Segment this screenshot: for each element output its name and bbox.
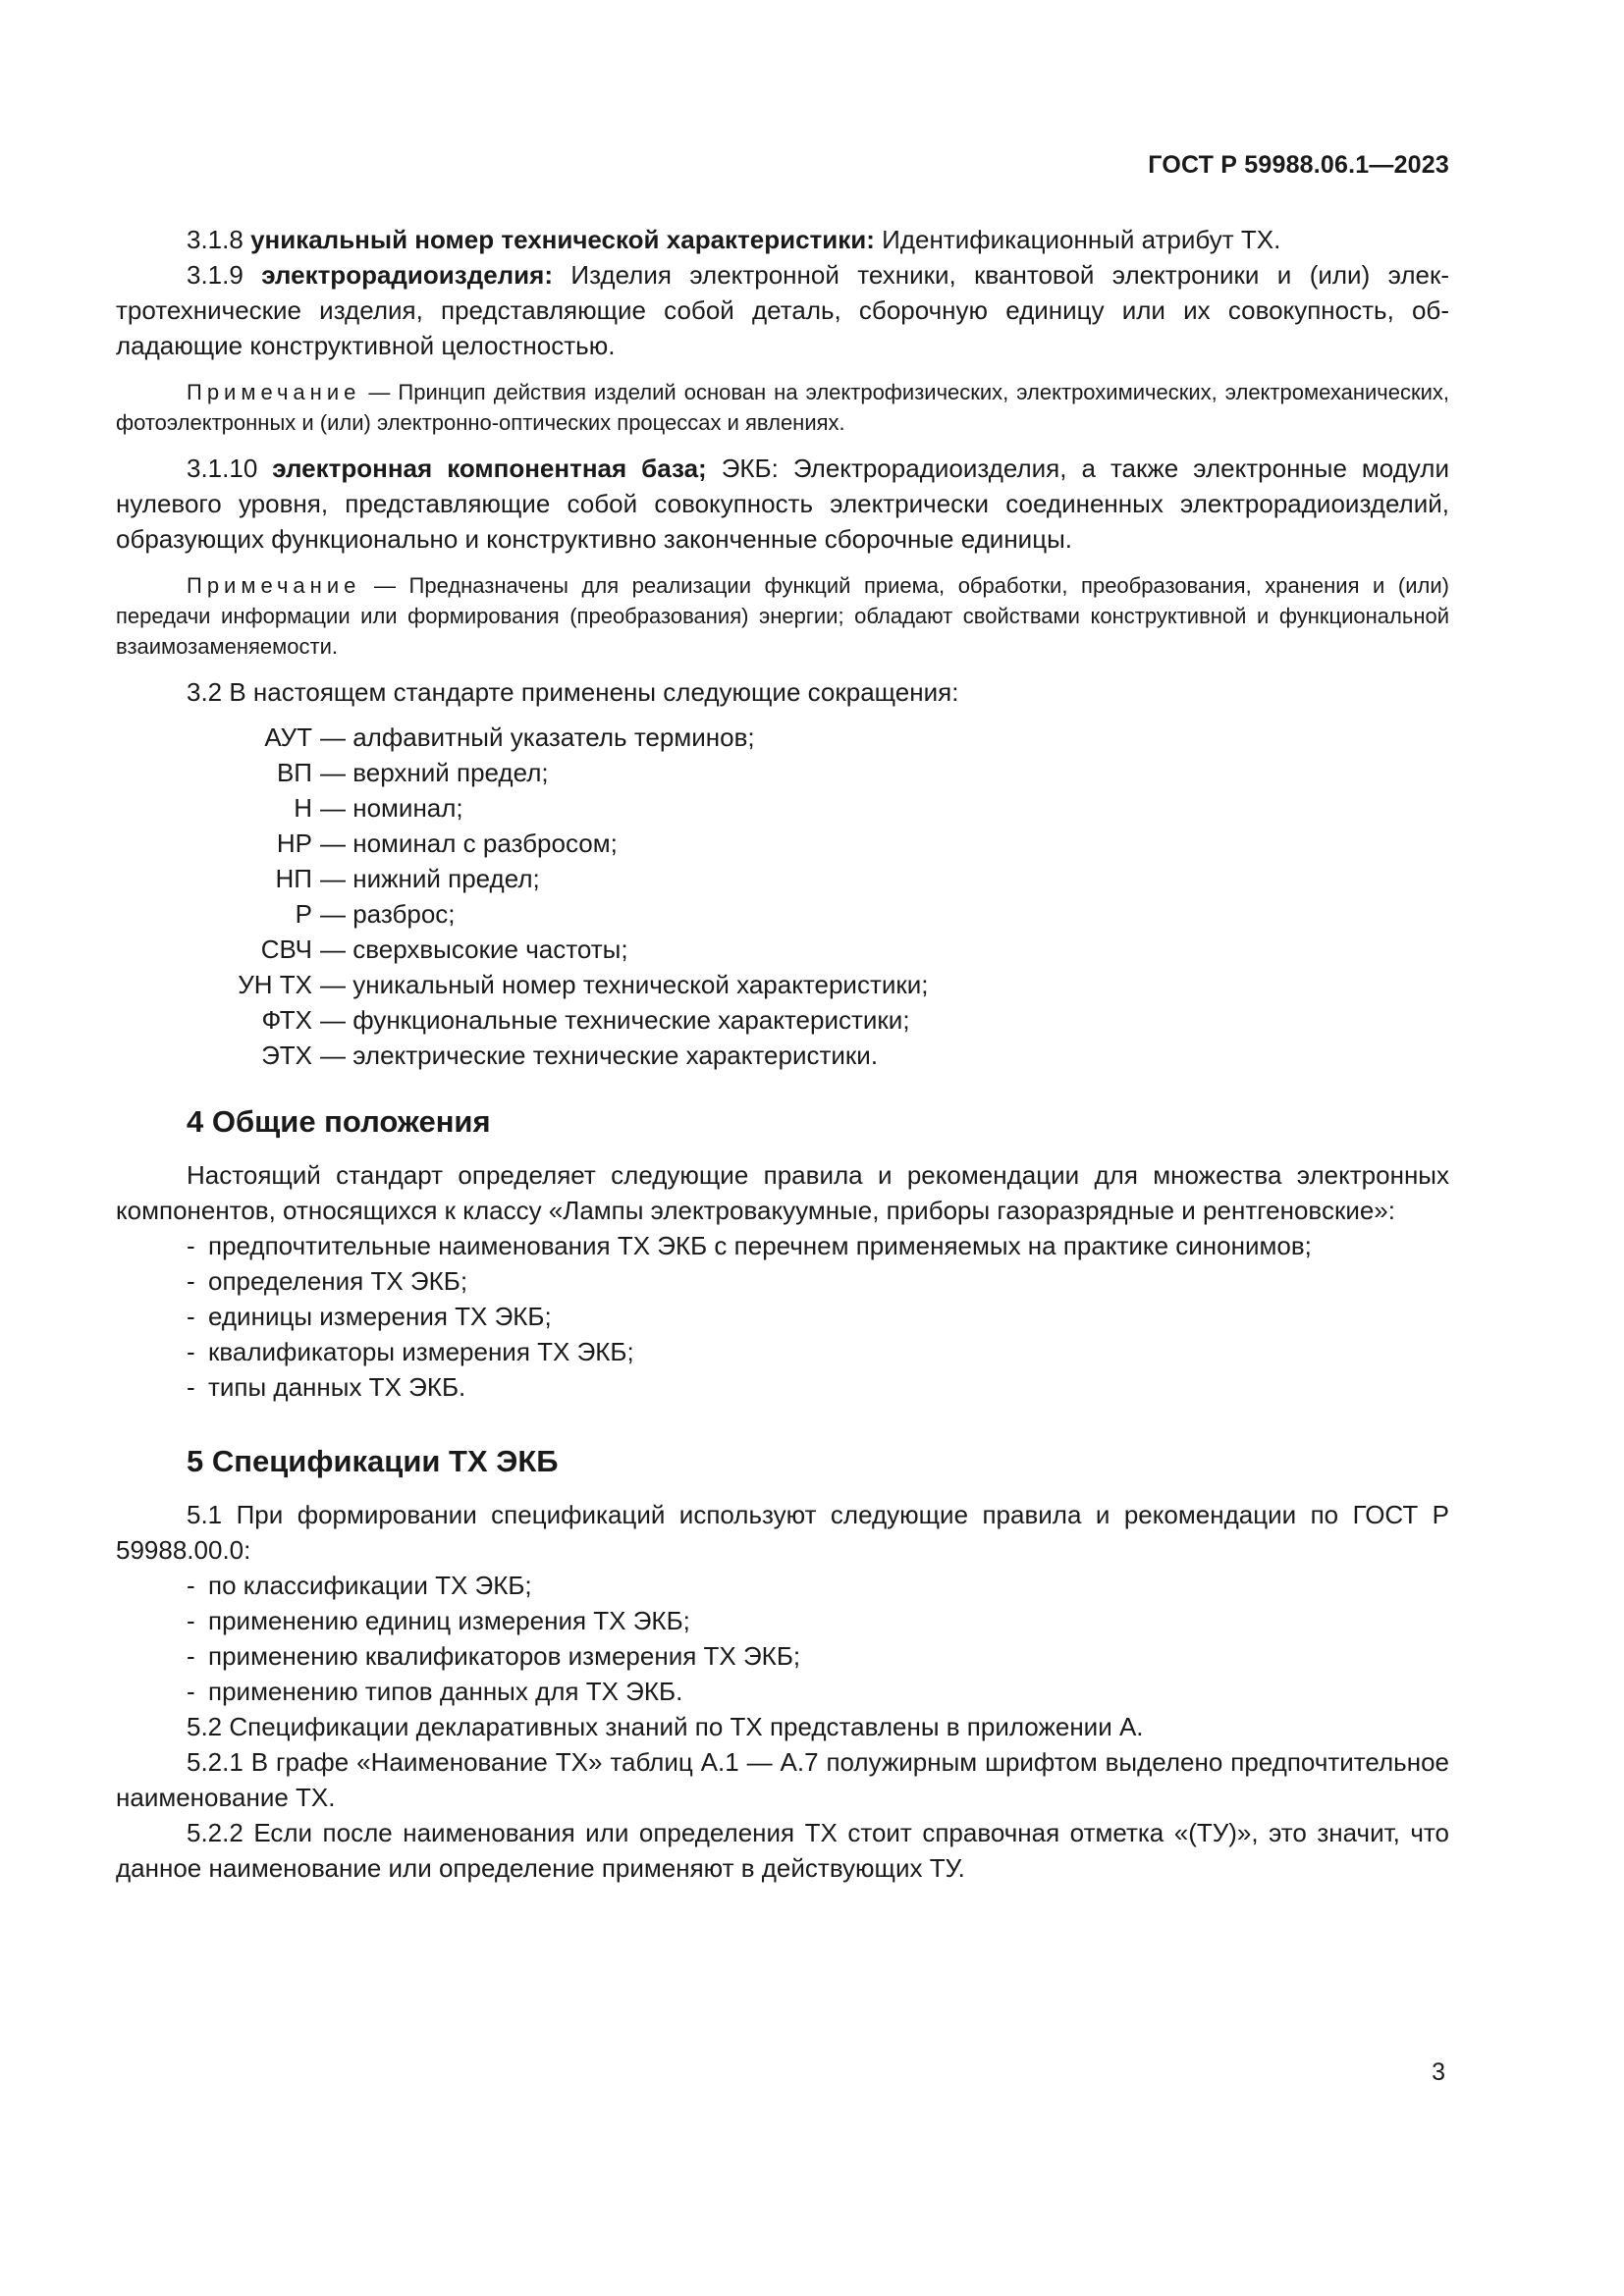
bullet-dash: - <box>187 1372 195 1402</box>
bullet-dash: - <box>187 1571 195 1600</box>
term-name: уникальный номер технической характеристики: <box>250 225 875 254</box>
abbreviation-item <box>116 755 1449 790</box>
term-3-1-10 <box>116 451 1449 557</box>
note-1 <box>116 377 1449 438</box>
term-3-1-8 <box>116 222 1449 257</box>
term-name: электронная компонентная база; <box>272 454 707 483</box>
list-item-text: применению квалификаторов измерения ТХ ЭКБ; <box>208 1641 801 1671</box>
abbreviation-key: ВП <box>276 758 312 787</box>
term-3-1-9 <box>116 257 1449 363</box>
bullet-dash: - <box>187 1606 195 1635</box>
list-item <box>116 1334 1449 1369</box>
abbreviation-key: НР <box>276 828 312 858</box>
abbreviation-definition: — уникальный номер технической характеристики; <box>320 970 929 999</box>
abbreviation-key: Н <box>294 793 312 823</box>
page-number: 3 <box>1432 2058 1445 2086</box>
list-item <box>116 1228 1449 1263</box>
abbreviation-definition: — номинал с разбросом; <box>320 828 618 858</box>
section-4-intro: Настоящий стандарт определяет следующие правила и рекомендации для множества электронных компонентов, относящихся к классу «Лампы электровакуумные, приборы газоразрядные и рентгеновские»: <box>116 1160 1449 1225</box>
list-item <box>116 1299 1449 1334</box>
list-item <box>116 1674 1449 1709</box>
abbreviation-item <box>116 967 1449 1002</box>
abbreviations-list <box>116 720 1449 1073</box>
abbreviation-item <box>116 720 1449 755</box>
note-text: — Принцип действия изделий основан на электрофизических, электрохимических, электромеханических, фотоэлектронных и (или) электронно-оптических процессах и явлениях. <box>116 380 1450 435</box>
section-5-heading: 5 Спецификации ТХ ЭКБ <box>187 1444 559 1478</box>
abbreviation-key: СВЧ <box>260 934 312 964</box>
note-text: — Предназначены для реализации функций приема, обработки, преобразования, хранения и (или) передачи информации или формирования (преобразования) энергии; обладают свойствами конструктивной и функциональной взаимозаменяемости. <box>116 573 1449 659</box>
paragraph-5-2-2: 5.2.2 Если после наименования или определения ТХ стоит справочная отметка «(ТУ)», это значит, что данное наименование или определение применяют в действующих ТУ. <box>116 1818 1449 1883</box>
abbreviation-item <box>116 932 1449 967</box>
document-body <box>116 222 1449 1886</box>
abbreviation-definition: — разброс; <box>320 899 456 929</box>
abbreviation-key: Р <box>295 899 312 929</box>
list-item-text: по классификации ТХ ЭКБ; <box>208 1571 532 1600</box>
abbreviation-definition: — верхний предел; <box>320 758 549 787</box>
list-item <box>116 1638 1449 1674</box>
term-number: 3.1.9 <box>187 260 244 290</box>
bullet-dash: - <box>187 1337 195 1366</box>
list-item-text: применению единиц измерения ТХ ЭКБ; <box>208 1606 690 1635</box>
term-number: 3.1.10 <box>187 454 258 483</box>
section-4-heading: 4 Общие положения <box>187 1104 491 1139</box>
abbreviation-definition: — номинал; <box>320 793 463 823</box>
abbreviation-item <box>116 790 1449 826</box>
abbreviation-key: УН ТХ <box>238 970 312 999</box>
note-2 <box>116 570 1449 662</box>
list-item-text: применению типов данных для ТХ ЭКБ. <box>208 1677 683 1706</box>
bullet-dash: - <box>187 1641 195 1671</box>
paragraph-5-2: 5.2 Спецификации декларативных знаний по ТХ представлены в приложении А. <box>187 1712 1144 1741</box>
abbreviation-key: АУТ <box>264 722 312 752</box>
list-item-text: единицы измерения ТХ ЭКБ; <box>208 1302 552 1331</box>
abbreviation-definition: — алфавитный указатель терминов; <box>320 722 755 752</box>
list-item-text: квалификаторы измерения ТХ ЭКБ; <box>208 1337 634 1366</box>
abbreviation-item <box>116 826 1449 861</box>
abbreviation-item <box>116 896 1449 932</box>
abbreviation-key: ФТХ <box>261 1005 312 1035</box>
term-definition: Изделия электронной техники, квантовой электроники и (или) электротехнические изделия, представляющие собой деталь, сборочную единицу или их совокупность, обладающие конструктивной целостностью. <box>116 260 1449 360</box>
list-item-text: предпочтительные наименования ТХ ЭКБ с перечнем применяемых на практике синонимов; <box>208 1231 1312 1260</box>
abbreviation-definition: — нижний предел; <box>320 864 540 893</box>
document-header: ГОСТ Р 59988.06.1—2023 <box>1148 151 1449 179</box>
bullet-dash: - <box>187 1266 195 1296</box>
list-item-text: типы данных ТХ ЭКБ. <box>208 1372 466 1402</box>
list-item <box>116 1568 1449 1603</box>
note-label: Примечание <box>187 380 361 404</box>
abbreviation-key: ЭТХ <box>261 1041 312 1070</box>
bullet-dash: - <box>187 1302 195 1331</box>
list-item <box>116 1369 1449 1405</box>
list-item-text: определения ТХ ЭКБ; <box>208 1266 468 1296</box>
term-number: 3.1.8 <box>187 225 244 254</box>
abbreviation-definition: — сверхвысокие частоты; <box>320 934 628 964</box>
abbreviation-item <box>116 1002 1449 1038</box>
abbreviation-definition: — функциональные технические характеристики; <box>320 1005 910 1035</box>
note-label: Примечание <box>187 573 361 598</box>
bullet-dash: - <box>187 1677 195 1706</box>
abbreviation-key: НП <box>275 864 312 893</box>
abbreviations-intro: 3.2 В настоящем стандарте применены следующие сокращения: <box>187 677 959 707</box>
abbreviation-item <box>116 1038 1449 1073</box>
term-name: электрорадиоизделия: <box>261 260 553 290</box>
term-definition: ЭКБ: Электрорадиоизделия, а также электронные модули нулевого уровня, представляющие собой совокупность электрически соединенных электрорадиоизделий, образующих функционально и конструктивно законченные сборочные единицы. <box>116 454 1449 554</box>
term-definition: Идентификационный атрибут ТХ. <box>882 225 1281 254</box>
paragraph-5-2-1: 5.2.1 В графе «Наименование ТХ» таблиц А.1 — А.7 полужирным шрифтом выделено предпочтительное наименование ТХ. <box>116 1747 1449 1812</box>
list-item <box>116 1603 1449 1638</box>
abbreviation-definition: — электрические технические характеристики. <box>320 1041 879 1070</box>
paragraph-5-1: 5.1 При формировании спецификаций используют следующие правила и рекомендации по ГОСТ Р 59988.00.0: <box>116 1500 1449 1565</box>
list-item <box>116 1263 1449 1299</box>
abbreviation-item <box>116 861 1449 896</box>
bullet-dash: - <box>187 1231 195 1260</box>
